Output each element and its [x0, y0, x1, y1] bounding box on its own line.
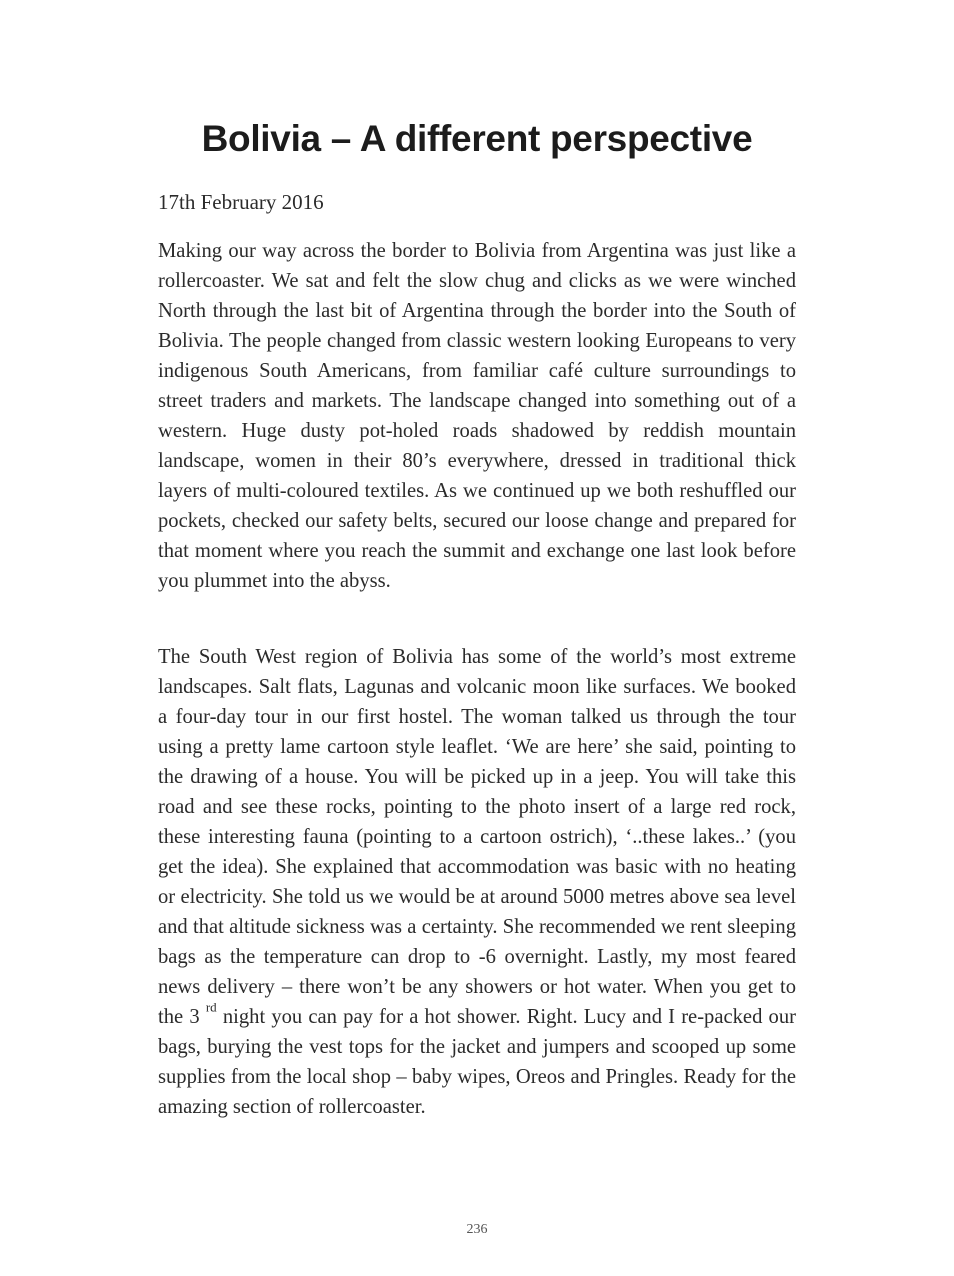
- paragraph-2-text-a: The South West region of Bolivia has some of the world’s most extreme landscapes. Salt flats, Lagunas and volcanic moon like surfaces. We booked a four-day tour in our first hostel. The woman talked us through the tour using a pretty lame cartoon style leaflet. ‘We are here’ she said, pointing to the drawing of a house. You will be picked up in a jeep. You will take this road and see these rocks, pointing to the photo insert of a large red rock, these interesting fauna (pointing to a cartoon ostrich), ‘..these lakes..’ (you get the idea). She explained that accommodation was basic with no heating or electricity. She told us we would be at around 5000 metres above sea level and that altitude sickness was a certainty. She recommended we rent sleeping bags as the temperature can drop to -6 overnight. Lastly, my most feared news delivery – there won’t be any showers or hot water. When you get to the 3: [158, 646, 796, 1028]
- paragraph-1: Making our way across the border to Bolivia from Argentina was just like a rollercoaster. We sat and felt the slow chug and clicks as we were winched North through the last bit of Argentina through the border into the South of Bolivia. The people changed from classic western looking Europeans to very indigenous South Americans, from familiar café culture surroundings to street traders and markets. The landscape changed into something out of a western. Huge dusty pot-holed roads shadowed by reddish mountain landscape, women in their 80’s everywhere, dressed in traditional thick layers of multi-coloured textiles. As we continued up we both reshuffled our pockets, checked our safety belts, secured our loose change and prepared for that moment where you reach the summit and exchange one last look before you plummet into the abyss.: [158, 240, 796, 592]
- ordinal-superscript: rd: [205, 999, 217, 1015]
- entry-date: 17th February 2016: [158, 190, 324, 214]
- page-title: Bolivia – A different perspective: [201, 118, 753, 159]
- paragraph-2: [158, 642, 796, 1122]
- page-number: 236: [466, 1222, 488, 1237]
- paragraph-2-text-b: night you can pay for a hot shower. Right. Lucy and I re-packed our bags, burying the vest tops for the jacket and jumpers and scooped up some supplies from the local shop – baby wipes, Oreos and Pringles. Ready for the amazing section of rollercoaster.: [158, 1006, 796, 1118]
